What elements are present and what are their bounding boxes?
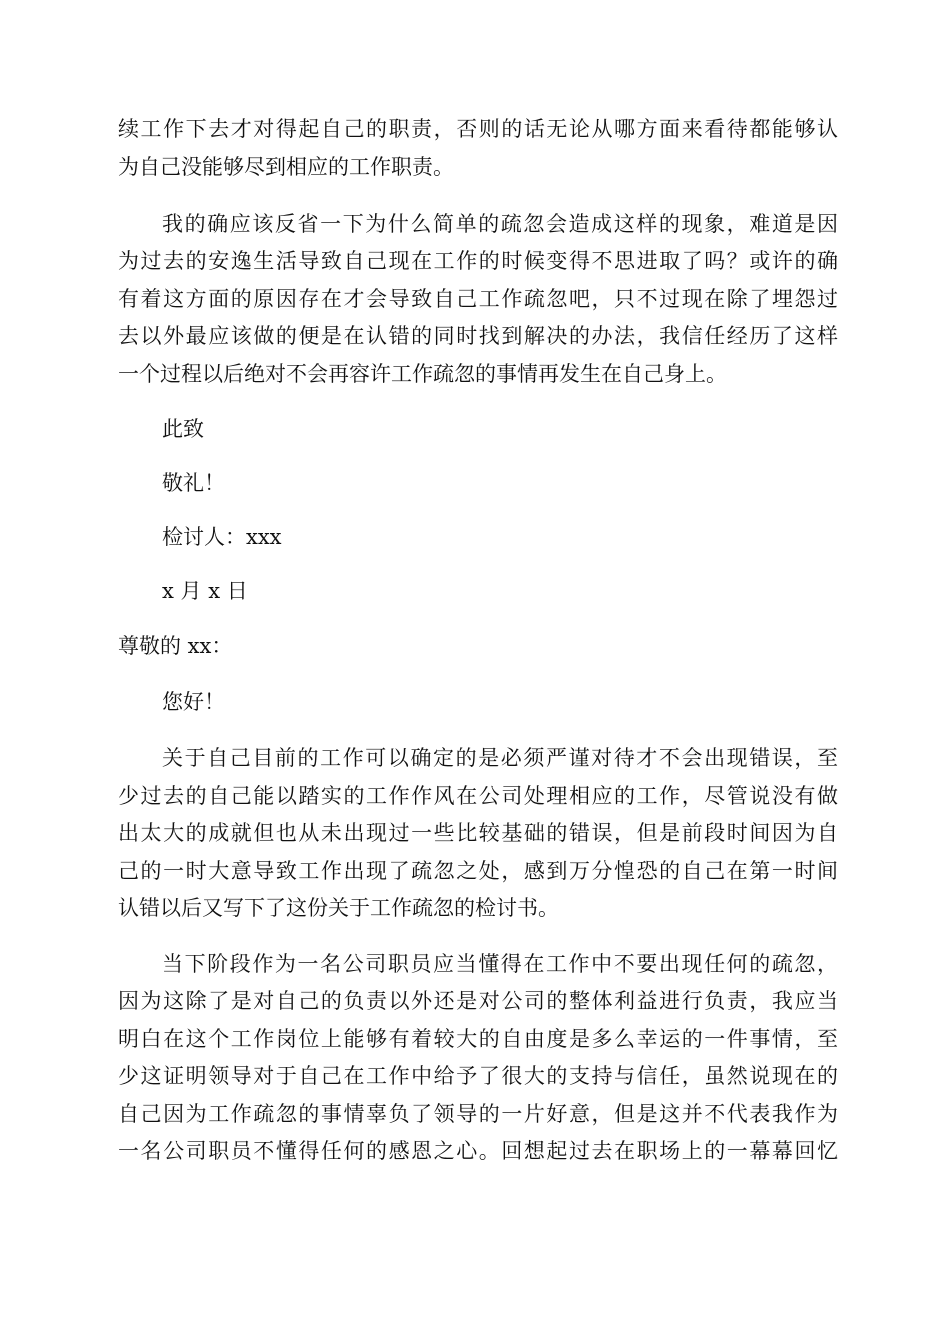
paragraph-2-line-5: 一个过程以后绝对不会再容许工作疏忽的事情再发生在自己身上。	[118, 362, 727, 386]
paragraph-2-line-4: 去以外最应该做的便是在认错的同时找到解决的办法，我信任经历了这样	[118, 324, 838, 348]
paragraph-3-line-3: 出太大的成就但也从未出现过一些比较基础的错误，但是前段时间因为自	[118, 821, 838, 845]
paragraph-1-line-2: 为自己没能够尽到相应的工作职责。	[118, 155, 454, 179]
paragraph-3-line-1: 关于自己目前的工作可以确定的是必须严谨对待才不会出现错误，至	[162, 746, 838, 770]
salutation-text: 尊敬的 xx：	[118, 634, 233, 658]
paragraph-4-line-3: 明白在这个工作岗位上能够有着较大的自由度是多么幸运的一件事情，至	[118, 1027, 838, 1051]
paragraph-2-line-2: 为过去的安逸生活导致自己现在工作的时候变得不思进取了吗？或许的确	[118, 249, 838, 273]
salutation	[118, 633, 232, 659]
paragraph-2-line-1: 我的确应该反省一下为什么简单的疏忽会造成这样的现象，难道是因	[162, 212, 838, 236]
paragraph-4-line-1: 当下阶段作为一名公司职员应当懂得在工作中不要出现任何的疏忽，	[162, 952, 838, 976]
paragraph-4-line-4: 少这证明领导对于自己在工作中给予了很大的支持与信任，虽然说现在的	[118, 1064, 838, 1088]
paragraph-4-line-5: 自己因为工作疏忽的事情辜负了领导的一片好意，但是这并不代表我作为	[118, 1102, 838, 1126]
greeting: 您好！	[162, 690, 225, 714]
paragraph-1-line-1: 续工作下去才对得起自己的职责，否则的话无论从哪方面来看待都能够认	[118, 117, 838, 141]
paragraph-4-line-6: 一名公司职员不懂得任何的感恩之心。回想起过去在职场上的一幕幕回忆	[118, 1139, 838, 1163]
closing-line-2: 敬礼！	[162, 471, 225, 495]
paragraph-3-line-5: 认错以后又写下了这份关于工作疏忽的检讨书。	[118, 896, 559, 920]
paragraph-3-line-4: 己的一时大意导致工作出现了疏忽之处，感到万分惶恐的自己在第一时间	[118, 859, 838, 883]
closing-line-1: 此致	[162, 417, 204, 441]
signature-line: 检讨人：xxx	[162, 525, 282, 549]
date-line: x 月 x 日	[162, 579, 248, 603]
paragraph-4-line-2: 因为这除了是对自己的负责以外还是对公司的整体利益进行负责，我应当	[118, 989, 838, 1013]
paragraph-2-line-3: 有着这方面的原因存在才会导致自己工作疏忽吧，只不过现在除了埋怨过	[118, 287, 838, 311]
paragraph-3-line-2: 少过去的自己能以踏实的工作作风在公司处理相应的工作，尽管说没有做	[118, 784, 838, 808]
